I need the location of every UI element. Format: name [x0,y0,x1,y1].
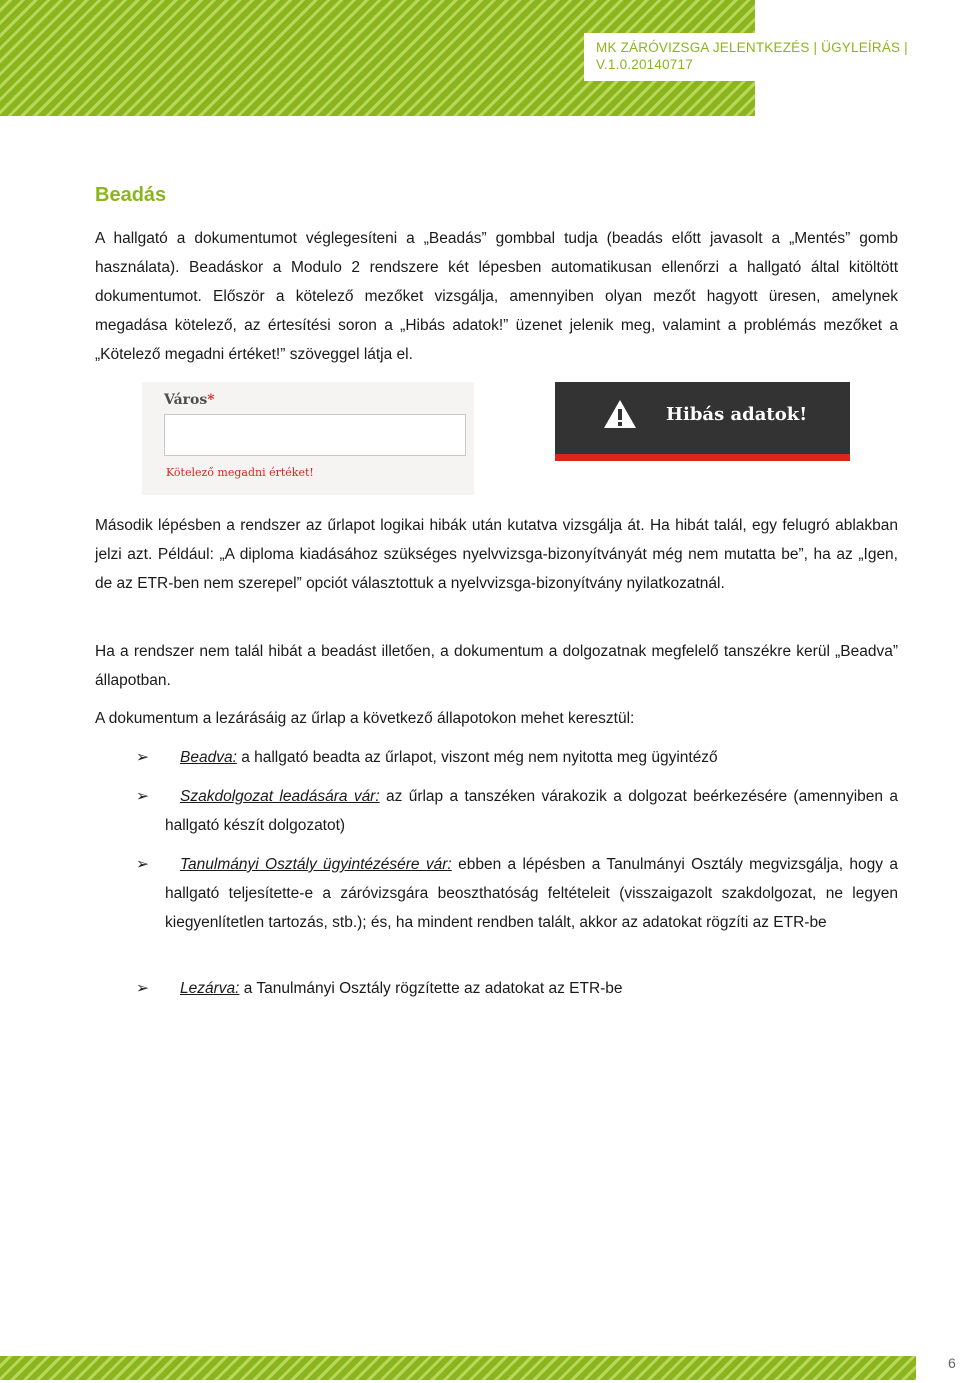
warning-icon [603,399,637,429]
figure-required-field [142,382,474,495]
state-description: a Tanulmányi Osztály rögzítette az adatokat az ETR-be [239,980,623,997]
paragraph-intro: A hallgató a dokumentumot véglegesíteni a „Beadás” gombbal tudja (beadás előtt javasolt a „Mentés” gomb használata). Beadáskor a Modulo 2 rendszere két lépesben automatikusan ellenőrzi a hallgató által kitöltött dokumentumot. Először a kötelező mezőket vizsgálja, amennyiben olyan mezőt hagyott üresen, amelynek megadása kötelező, az értesítési soron a „Hibás adatok!” üzenet jelenik meg, valamint a problémás mezőket a „Kötelező megadni értéket!” szöveggel látja el. [95,230,898,363]
arrow-bullet-icon: ➢ [136,749,149,766]
arrow-bullet-icon: ➢ [136,980,149,997]
field-label: Város* [164,392,215,408]
header-version: V.1.0.20140717 [596,57,693,72]
state-term: Tanulmányi Osztály ügyintézésére vár: [180,856,452,873]
paragraph-second-step: Második lépésben a rendszer az űrlapot logikai hibák után kutatva vizsgálja át. Ha hibát talál, egy felugró ablakban jelzi azt. Például: „A diploma kiadásához szükséges nyelvvizsga-bizonyítványát még nem mutatta be”, ha az „Igen, de az ETR-ben nem szerepel” opciót választottuk a nyelvvizsga-bizonyítvány nyilatkozatnál. [95,517,898,592]
header-title: MK ZÁRÓVIZSGA JELENTKEZÉS | ÜGYLEÍRÁS | [596,40,908,55]
state-term: Beadva: [180,749,237,766]
state-term: Lezárva: [180,980,240,997]
figure-error-alert [555,382,850,461]
state-description: az űrlap a tanszéken várakozik a dolgozat beérkezésére (amennyiben a hallgató készít dolgozatot) [165,788,898,834]
section-title: Beadás [95,184,167,206]
alert-red-bar [555,454,850,461]
city-input-example [164,414,466,456]
arrow-bullet-icon: ➢ [136,788,149,805]
alert-text: Hibás adatok! [666,404,808,425]
state-description: a hallgató beadta az űrlapot, viszont még nem nyitotta meg ügyintéző [236,749,718,766]
paragraph-no-error: Ha a rendszer nem talál hibát a beadást illetően, a dokumentum a dolgozatnak megfelelő tanszékre kerül „Beadva” állapotban. [95,643,898,689]
required-asterisk: * [207,392,215,408]
state-description: ebben a lépésben a Tanulmányi Osztály megvizsgálja, hogy a hallgató teljesítette-e a záróvizsgára beoszthatóság feltételeit (visszaigazolt szakdolgozat, ne legyen kiegyenlítetlen tartozás, stb.); és, ha mindent rendben talált, akkor az adatokat rögzíti az ETR-be [165,856,899,931]
arrow-bullet-icon: ➢ [136,856,149,873]
footer-stripe-band [0,1356,916,1380]
field-error-message: Kötelező megadni értéket! [166,466,314,479]
state-term: Szakdolgozat leadására vár: [180,788,380,805]
paragraph-states-intro: A dokumentum a lezárásáig az űrlap a következő állapotokon mehet keresztül: [95,710,635,727]
page-number: 6 [948,1355,956,1371]
running-header [584,33,960,81]
